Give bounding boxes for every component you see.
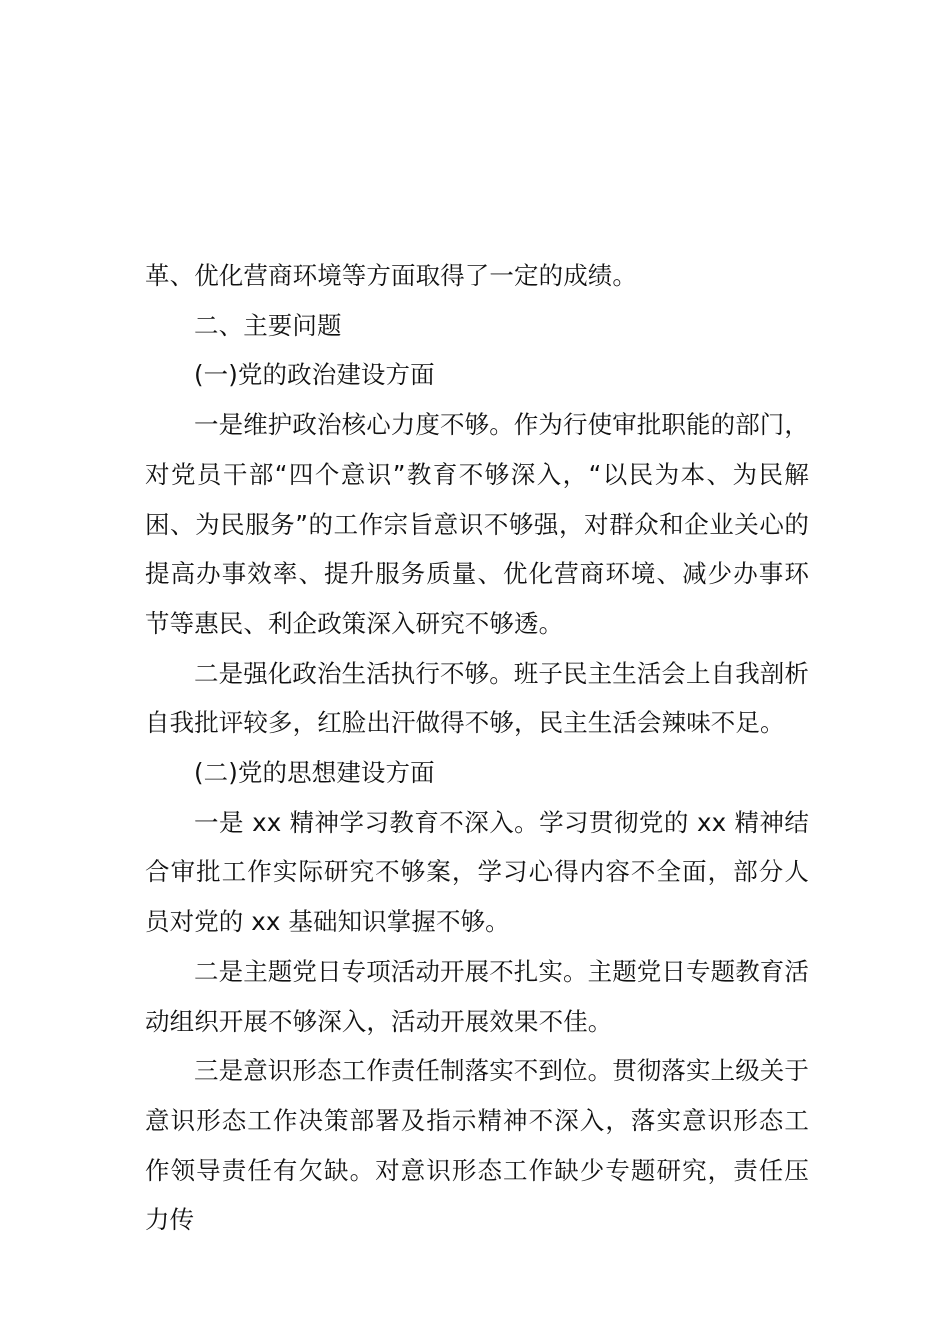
document-body [145,251,809,1245]
section-heading-main-problems: 二、主要问题 [194,310,342,340]
paragraph-continuation: 革、优化营商环境等方面取得了一定的成绩。 [145,261,637,290]
paragraph-spirit-study: 一是 xx 精神学习教育不深入。学习贯彻党的 xx 精神结合审批工作实际研究不够案，学习心得内容不全面，部分人员对党的 xx 基础知识掌握不够。 [145,807,809,937]
paragraph-party-day: 二是主题党日专项活动开展不扎实。主题党日专题教育活动组织开展不够深入，活动开展效果不佳。 [145,956,809,1036]
subsection-heading-political: (一)党的政治建设方面 [194,360,435,390]
paragraph-political-life: 二是强化政治生活执行不够。班子民主生活会上自我剖析自我批评较多，红脸出汗做得不够，民主生活会辣味不足。 [145,658,809,738]
paragraph-ideology-responsibility: 三是意识形态工作责任制落实不到位。贯彻落实上级关于意识形态工作决策部署及指示精神不深入，落实意识形态工作领导责任有欠缺。对意识形态工作缺少专题研究，责任压力传 [145,1056,809,1235]
subsection-heading-ideological: (二)党的思想建设方面 [194,758,435,788]
paragraph-political-core: 一是维护政治核心力度不够。作为行使审批职能的部门，对党员干部“四个意识”教育不够深入，“以民为本、为民解困、为民服务”的工作宗旨意识不够强，对群众和企业关心的提高办事效率、提升服务质量、优化营商环境、减少办事环节等惠民、利企政策深入研究不够透。 [145,410,809,638]
